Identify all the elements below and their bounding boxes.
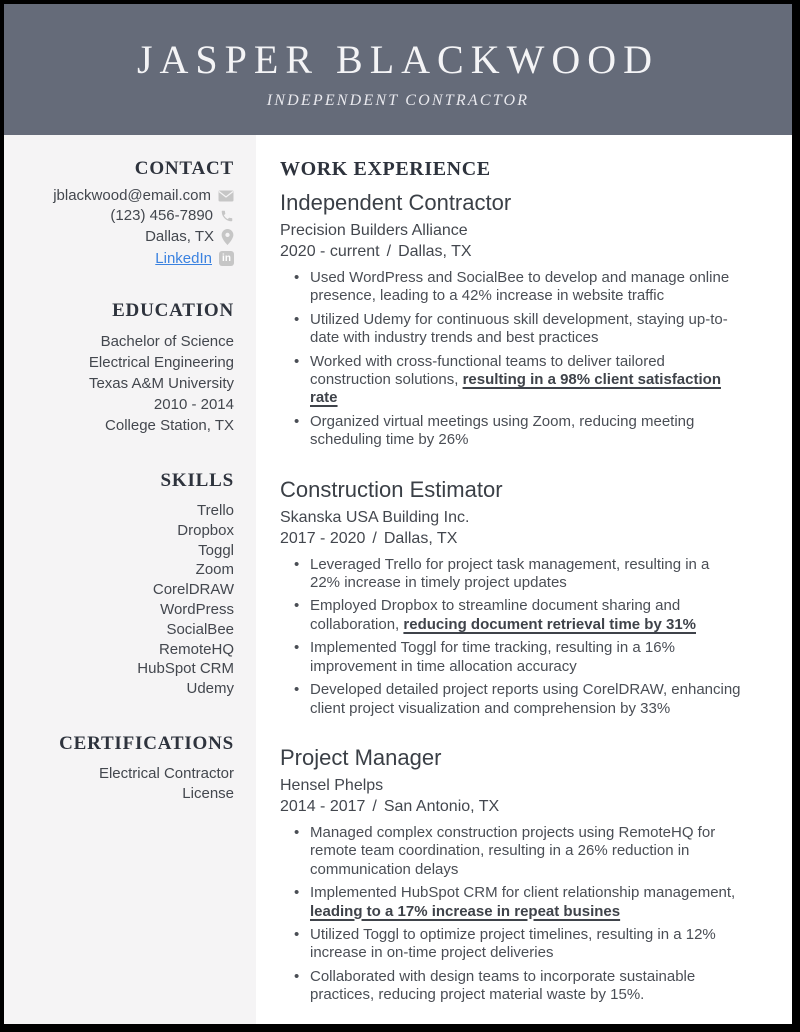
resume-header <box>4 4 792 135</box>
job-entry <box>280 744 744 1005</box>
resume-body <box>4 135 792 1024</box>
bullet-item: • Employed Dropbox to streamline document sharing and collaboration, reducing document retrieval time by 31% <box>280 597 742 634</box>
certification-item: Electrical Contractor License <box>98 764 234 802</box>
job-company: Hensel Phelps <box>280 776 384 794</box>
job-dates: 2020 - current <box>280 243 380 260</box>
skill-item: RemoteHQ <box>158 640 234 658</box>
education-degree: Bachelor of Science <box>100 333 234 350</box>
skill-item: HubSpot CRM <box>137 660 234 678</box>
contact-email-row <box>14 189 234 203</box>
bullet-item: • Used WordPress and SocialBee to develop and manage online presence, leading to a 42% increase in website traffic <box>280 269 742 306</box>
education-heading: EDUCATION <box>112 300 234 321</box>
work-experience-heading: WORK EXPERIENCE <box>280 158 491 180</box>
job-location: Dallas, TX <box>398 243 472 260</box>
job-dateline <box>280 528 744 549</box>
job-bullet-list <box>280 824 742 1005</box>
location-pin-icon <box>221 229 234 245</box>
phone-icon <box>220 209 234 223</box>
job-dateline <box>280 796 744 817</box>
skill-item: Trello <box>197 502 234 519</box>
job-location: Dallas, TX <box>383 529 458 547</box>
bullet-item: • Utilized Udemy for continuous skill development, staying up-to-date with industry trends and best practices <box>280 311 742 348</box>
date-separator: / <box>372 529 377 547</box>
job-entry <box>280 476 744 718</box>
job-bullet-list <box>280 556 742 718</box>
linkedin-icon[interactable]: in <box>219 251 234 266</box>
education-section <box>14 300 234 436</box>
highlighted-metric: reducing document retrieval time by 31% <box>403 615 696 633</box>
work-experience-column <box>256 135 792 1024</box>
job-title: Independent Contractor <box>280 190 512 215</box>
highlighted-metric: leading to a 17% increase in repeat busines <box>310 902 621 920</box>
skill-item: WordPress <box>160 600 234 618</box>
envelope-icon <box>218 190 234 202</box>
skill-item: Dropbox <box>177 521 234 539</box>
jobs-list <box>280 189 744 1005</box>
certifications-section <box>14 733 234 804</box>
job-entry <box>280 189 744 450</box>
date-separator: / <box>372 797 377 815</box>
skills-section <box>14 470 234 699</box>
highlighted-metric: resulting in a 98% client satisfaction rate <box>310 371 721 407</box>
resume-page <box>4 4 792 1024</box>
date-separator: / <box>386 243 392 260</box>
education-school: Texas A&M University <box>88 375 234 392</box>
bullet-item: • Implemented HubSpot CRM for client relationship management, leading to a 17% increase in repeat busines <box>280 884 742 921</box>
bullet-item: • Managed complex construction projects using RemoteHQ for remote team coordination, resulting in a 26% reduction in communication delays <box>280 824 742 879</box>
bullet-item: • Leveraged Trello for project task management, resulting in a 22% increase in timely project updates <box>280 556 742 593</box>
job-location: San Antonio, TX <box>383 797 500 815</box>
job-title: Project Manager <box>280 744 442 770</box>
bullet-item: • Worked with cross-functional teams to deliver tailored construction solutions, resulting in a 98% client satisfaction rate <box>280 353 742 408</box>
location-value: Dallas, TX <box>145 228 214 245</box>
job-bullet-list <box>280 269 742 450</box>
contact-section <box>14 158 234 266</box>
job-company: Skanska USA Building Inc. <box>280 508 470 526</box>
skill-item: SocialBee <box>166 620 234 638</box>
contact-phone-row <box>14 209 234 223</box>
phone-value: (123) 456-7890 <box>110 207 213 224</box>
email-value: jblackwood@email.com <box>53 187 211 204</box>
linkedin-link[interactable]: LinkedIn <box>155 249 212 267</box>
education-dates: 2010 - 2014 <box>153 396 234 413</box>
bullet-item: • Developed detailed project reports using CorelDRAW, enhancing client project visualization and comprehension by 33% <box>280 681 742 718</box>
education-location: College Station, TX <box>105 417 234 434</box>
skills-heading: SKILLS <box>160 470 234 491</box>
job-company: Precision Builders Alliance <box>280 222 468 239</box>
person-job-title: INDEPENDENT CONTRACTOR <box>266 91 530 109</box>
job-dateline <box>280 241 744 262</box>
bullet-item: • Collaborated with design teams to incorporate sustainable practices, reducing project material waste by 15%. <box>280 968 742 1005</box>
contact-heading: CONTACT <box>134 158 234 179</box>
person-name: JASPER BLACKWOOD <box>136 36 660 82</box>
job-dates: 2014 - 2017 <box>280 797 366 815</box>
job-title: Construction Estimator <box>280 476 503 502</box>
job-dates: 2017 - 2020 <box>280 529 366 547</box>
bullet-item: • Implemented Toggl for time tracking, resulting in a 16% improvement in time allocation accuracy <box>280 639 742 676</box>
skill-item: CorelDRAW <box>152 581 234 599</box>
skill-item: Udemy <box>186 680 234 698</box>
certifications-list <box>14 764 234 804</box>
sidebar <box>4 135 256 1024</box>
contact-linkedin-row <box>14 251 234 266</box>
skill-item: Toggl <box>198 541 234 559</box>
skill-item: Zoom <box>195 561 234 579</box>
bullet-item: • Utilized Toggl to optimize project timelines, resulting in a 12% increase in on-time project deliveries <box>280 926 742 963</box>
contact-location-row <box>14 229 234 245</box>
certifications-heading: CERTIFICATIONS <box>59 732 234 754</box>
skills-list <box>14 501 234 699</box>
bullet-item: • Organized virtual meetings using Zoom, reducing meeting scheduling time by 26% <box>280 413 742 450</box>
education-major: Electrical Engineering <box>88 354 234 371</box>
